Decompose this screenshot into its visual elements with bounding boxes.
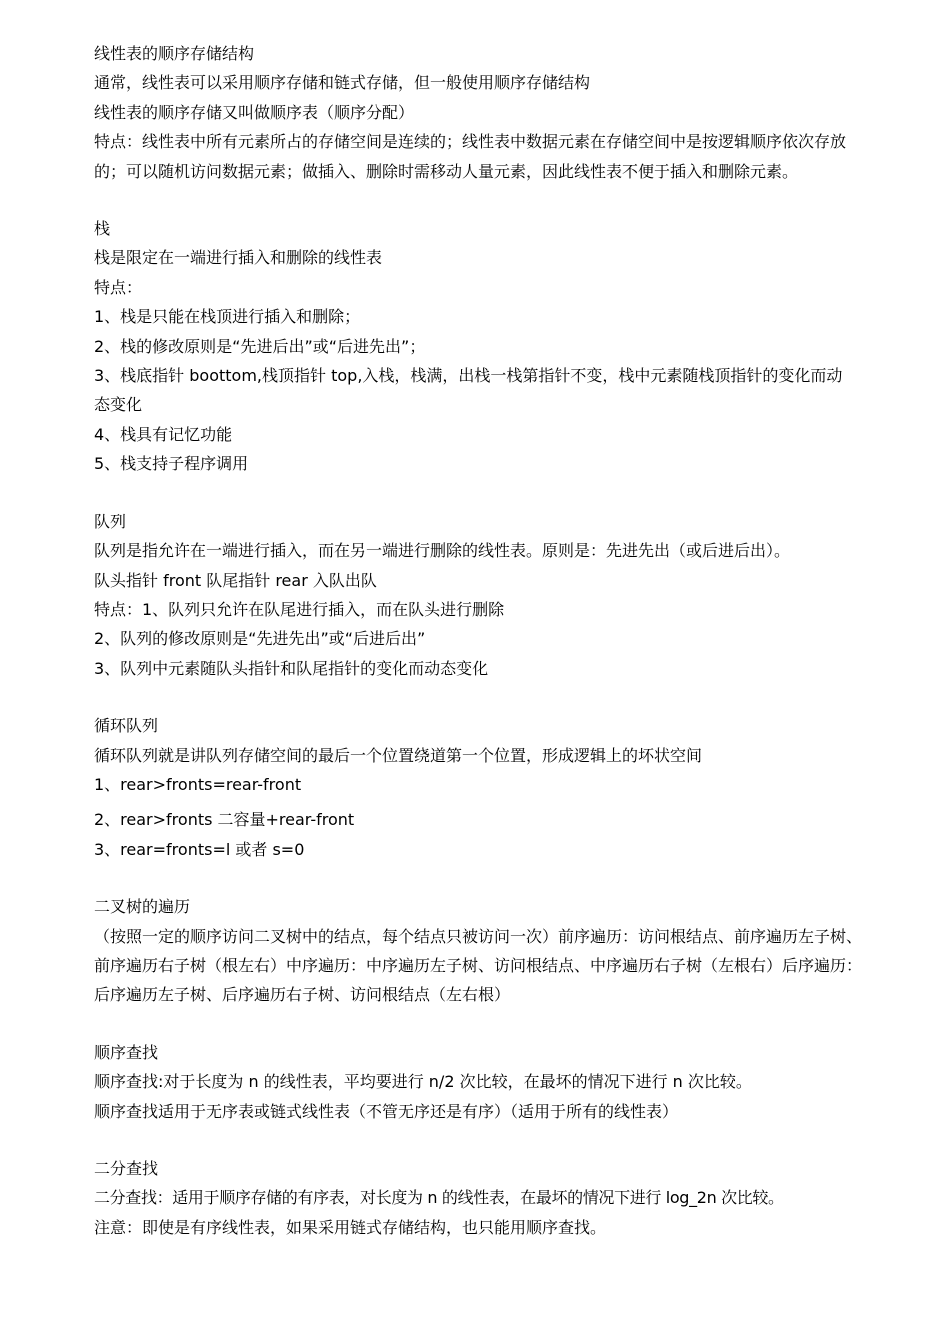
list-item: 3、栈底指针 boottom,栈顶指针 top,入栈，栈满，出栈一栈第指针不变，栈中元素随栈顶指针的变化而动态变化 [94,366,843,415]
list-item: 特点：1、队列只允许在队尾进行插入，而在队头进行删除 [94,599,505,619]
paragraph-line: 二分查找：适用于顺序存储的有序表，对长度为 n 的线性表，在最坏的情况下进行 log_2n 次比较。 [94,1188,784,1208]
section-heading: 栈 [94,219,111,239]
paragraph-line: 特点： [94,277,143,297]
paragraph-line: 队头指针 front 队尾指针 rear 入队出队 [94,570,377,590]
document-page [94,39,894,1270]
list-item: 3、队列中元素随队头指针和队尾指针的变化而动态变化 [94,658,489,678]
paragraph-line: 注意：即使是有序线性表，如果采用链式存储结构，也只能用顺序查找。 [94,1217,607,1237]
paragraph-line: 栈是限定在一端进行插入和删除的线性表 [94,248,383,268]
paragraph-line: 特点：线性表中所有元素所占的存储空间是连续的；线性表中数据元素在存储空间中是按逻辑顺序依次存放的；可以随机访问数据元素；做插入、删除时需移动人量元素，因此线性表不便于插入和删除元素。 [94,132,847,181]
section-heading: 线性表的顺序存储结构 [94,44,255,63]
formula-line: 1、rear>fronts=rear-front [94,774,302,794]
section-heading: 队列 [94,511,127,531]
list-item: 4、栈具有记忆功能 [94,424,233,444]
section-circular-queue [94,711,894,864]
list-item: 2、队列的修改原则是“先进先出”或“后进后出” [94,629,426,649]
section-sequential-search [94,1038,894,1126]
list-item: 2、栈的修改原则是“先进后出”或“后进先出”； [94,336,426,356]
list-item: 5、栈支持子程序调用 [94,454,249,474]
section-heading: 二分查找 [94,1159,159,1178]
section-heading: 循环队列 [94,716,159,736]
paragraph-line: 顺序查找适用于无序表或链式线性表（不管无序还是有序）（适用于所有的线性表） [94,1101,679,1121]
section-binary-search [94,1154,894,1242]
formula-line: 2、rear>fronts 二容量+rear-front [94,810,355,830]
section-linear-list [94,39,894,186]
paragraph-line: 线性表的顺序存储又叫做顺序表（顺序分配） [94,102,415,122]
paragraph-line: 循环队列就是讲队列存储空间的最后一个位置绕道第一个位置，形成逻辑上的坏状空间 [94,745,703,765]
section-stack [94,214,894,479]
list-item: 1、栈是只能在栈顶进行插入和删除； [94,307,361,327]
paragraph-line: 队列是指允许在一端进行插入，而在另一端进行删除的线性表。原则是：先进先出（或后进后出）。 [94,541,791,561]
section-queue [94,507,894,683]
section-heading: 二叉树的遍历 [94,897,191,917]
section-heading: 顺序查找 [94,1042,159,1062]
paragraph-line: （按照一定的顺序访问二叉树中的结点，每个结点只被访问一次）前序遍历：访问根结点、前序遍历左子树、前序遍历右子树（根左右）中序遍历：中序遍历左子树、访问根结点、中序遍历右子树（左根右）后序遍历：后序遍历左子树、后序遍历右子树、访问根结点（左右根） [94,926,863,1005]
section-binary-tree [94,892,894,1010]
paragraph-line: 通常，线性表可以采用顺序存储和链式存储，但一般使用顺序存储结构 [94,73,591,93]
paragraph-line: 顺序查找:对于长度为 n 的线性表，平均要进行 n/2 次比较，在最坏的情况下进行 n 次比较。 [94,1072,752,1092]
formula-line: 3、rear=fronts=l 或者 s=0 [94,839,305,859]
